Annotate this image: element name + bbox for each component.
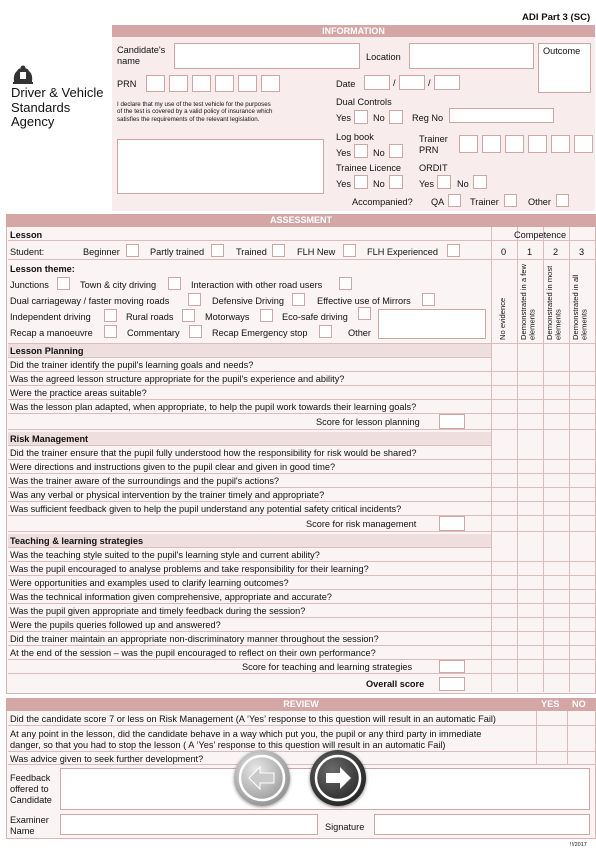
footer-version: !!/2017 [570,842,587,848]
teaching-heading: Teaching & learning strategies [10,536,144,546]
theme-defensive-checkbox[interactable] [292,293,305,306]
student-flh-new-label: FLH New [297,247,336,257]
examiner-name-field[interactable] [60,814,318,835]
date-separator: / [428,78,431,88]
student-partly-trained-label: Partly trained [150,247,205,257]
theme-independent-checkbox[interactable] [104,309,117,322]
prn-digit[interactable] [261,75,280,92]
score-row [8,516,595,532]
theme-interaction-checkbox[interactable] [339,277,352,290]
prn-digit[interactable] [146,75,165,92]
date-separator: / [393,78,396,88]
signature-field[interactable] [374,814,590,835]
trainer-prn-digit[interactable] [551,135,570,153]
declaration-signature-box[interactable] [117,139,324,194]
trainer-prn-digit[interactable] [528,135,547,153]
dual-controls-no-label: No [373,113,385,123]
question-text: Was the teaching style suited to the pupil's learning style and current ability? [10,550,320,560]
location-field[interactable] [409,43,534,69]
ordit-no-label: No [457,179,469,189]
trainer-prn-digit[interactable] [505,135,524,153]
competence-label-0: No evidence [498,297,507,340]
question-text: Were opportunities and examples used to clarify learning outcomes? [10,578,289,588]
score-teaching-field[interactable] [439,660,465,673]
score-risk-management-field[interactable] [439,516,465,531]
log-book-label: Log book [336,132,374,142]
question-text: Was the lesson plan adapted, when appropriate, to help the pupil work towards their learning goals? [10,402,417,412]
theme-town-city-label: Town & city driving [80,280,157,290]
date-month[interactable] [399,75,425,90]
date-year[interactable] [434,75,460,90]
theme-motorways-label: Motorways [205,312,250,322]
student-partly-trained-checkbox[interactable] [211,244,224,257]
student-beginner-label: Beginner [83,247,120,257]
accompanied-qa-checkbox[interactable] [448,194,461,207]
assessment-header: ASSESSMENT [6,214,596,227]
score-row [8,414,595,430]
lesson-heading: Lesson [10,230,43,240]
ordit-no-checkbox[interactable] [473,175,487,189]
overall-score-label: Overall score [366,679,425,689]
prn-label: PRN [117,79,137,89]
question-text: At the end of the session – was the pupil encouraged to reflect on their own performance? [10,648,376,658]
lesson-planning-heading: Lesson Planning [10,346,84,356]
location-label: Location [366,52,401,62]
arrow-left-icon [234,750,290,806]
trainee-licence-yes-label: Yes [336,179,351,189]
signature-label: Signature [325,822,365,832]
score-2: 2 [553,247,559,257]
question-text: Were directions and instructions given to the pupil clear and given in good time? [10,462,336,472]
trainee-licence-label: Trainee Licence [336,163,402,173]
score-lesson-planning-label: Score for lesson planning [316,417,420,427]
question-text: Was the pupil given appropriate and timely feedback during the session? [10,606,306,616]
accompanied-trainer-label: Trainer [470,197,499,207]
information-header: INFORMATION [112,25,595,37]
score-teaching-label: Score for teaching and learning strategies [242,662,413,672]
agency-name [11,86,103,130]
next-page-button[interactable] [310,750,366,806]
student-trained-checkbox[interactable] [272,244,285,257]
question-text: Was any verbal or physical intervention by the trainer timely and appropriate? [10,490,325,500]
dual-controls-no-checkbox[interactable] [389,110,403,124]
theme-mirrors-label: Effective use of Mirrors [317,296,411,306]
question-text: Was the technical information given comprehensive, appropriate and accurate? [10,592,332,602]
prn-digit[interactable] [215,75,234,92]
ordit-yes-label: Yes [419,179,434,189]
competence-label-3: Demonstrated in all elements [571,274,589,340]
theme-independent-label: Independent driving [10,312,91,322]
score-3: 3 [579,247,585,257]
theme-other-field[interactable] [378,309,486,339]
ordit-label: ORDIT [419,163,448,173]
score-risk-management-label: Score for risk management [306,519,417,529]
trainer-prn-label: Trainer PRN [419,134,448,155]
agency-line: Agency [11,114,55,129]
feedback-label: Feedback offered to Candidate [10,773,52,805]
theme-eco-safe-checkbox[interactable] [358,307,371,320]
document-reference: ADI Part 3 (SC) [522,12,591,23]
overall-score-field[interactable] [439,677,465,691]
student-flh-experienced-label: FLH Experienced [367,247,438,257]
theme-dual-carriageway-label: Dual carriageway / faster moving roads [10,296,170,306]
review-yes-heading: YES [541,699,560,709]
student-flh-new-checkbox[interactable] [343,244,356,257]
competence-label-1: Demonstrated in a few elements [519,264,537,340]
candidate-name-field[interactable] [174,43,360,69]
question-text: Were the practice areas suitable? [10,388,147,398]
score-1: 1 [527,247,533,257]
theme-other-label: Other [348,328,371,338]
score-lesson-planning-field[interactable] [439,414,465,429]
arrow-right-icon [310,750,366,806]
accompanied-label: Accompanied? [352,197,413,207]
theme-recap-manoeuvre-checkbox[interactable] [104,325,117,338]
log-book-yes-label: Yes [336,148,351,158]
log-book-no-checkbox[interactable] [389,144,403,158]
prn-digit[interactable] [192,75,211,92]
theme-rural-checkbox[interactable] [182,309,195,322]
theme-junctions-label: Junctions [10,280,49,290]
outcome-label: Outcome [543,46,581,56]
risk-management-heading: Risk Management [10,434,89,444]
accompanied-other-label: Other [528,197,551,207]
theme-defensive-label: Defensive Driving [212,296,284,306]
previous-page-button[interactable] [234,750,290,806]
question-text: Were the pupils queries followed up and answered? [10,620,221,630]
dual-controls-yes-checkbox[interactable] [354,110,368,124]
theme-emergency-stop-label: Recap Emergency stop [212,328,308,338]
dual-controls-yes-label: Yes [336,113,351,123]
date-day[interactable] [364,75,390,90]
question-text: Did the trainer identify the pupil's learning goals and needs? [10,360,254,370]
accompanied-trainer-checkbox[interactable] [504,194,517,207]
trainee-licence-no-label: No [373,179,385,189]
insurance-declaration: I declare that my use of the test vehicle for the purposes of the test is covered by a valid policy of insurance which satisfies the requirements of the relevant legislation. [117,101,273,123]
theme-commentary-checkbox[interactable] [189,325,202,338]
review-question-1: Did the candidate score 7 or less on Risk Management (A ‘Yes’ response to this question will result in an automatic Fail) [10,714,496,724]
prn-digit[interactable] [169,75,188,92]
trainer-prn-digit[interactable] [482,135,501,153]
review-question-3: Was advice given to seek further development? [10,754,204,764]
theme-rural-label: Rural roads [126,312,174,322]
agency-line: Standards [11,99,71,115]
question-text: Did the trainer ensure that the pupil fully understood how the responsibility for risk would be shared? [10,448,417,458]
theme-town-city-checkbox[interactable] [168,277,181,290]
question-text: Was sufficient feedback given to help the pupil understand any potential safety critical incidents? [10,504,402,514]
trainee-licence-yes-checkbox[interactable] [354,175,368,189]
candidate-name-label: Candidate's name [117,45,166,66]
lesson-header-row [8,228,595,241]
reg-no-label: Reg No [412,113,444,123]
trainer-prn-digit[interactable] [459,135,478,153]
student-label: Student: [10,247,45,257]
theme-motorways-checkbox[interactable] [260,309,273,322]
student-flh-experienced-checkbox[interactable] [447,244,460,257]
date-label: Date [336,79,356,89]
question-text: Was the pupil encouraged to analyse problems and take responsibility for their learning? [10,564,369,574]
theme-eco-safe-label: Eco-safe driving [282,312,348,322]
trainer-prn-digit[interactable] [574,135,593,153]
dual-controls-label: Dual Controls [336,97,392,107]
competence-heading: Competence [514,230,567,240]
theme-mirrors-checkbox[interactable] [422,293,435,306]
theme-junctions-checkbox[interactable] [57,277,70,290]
trainee-licence-no-checkbox[interactable] [389,175,403,189]
student-trained-label: Trained [236,247,267,257]
theme-recap-manoeuvre-label: Recap a manoeuvre [10,328,93,338]
question-text: Was the trainer aware of the surroundings and the pupil's actions? [10,476,280,486]
log-book-yes-checkbox[interactable] [354,144,368,158]
competence-label-2: Demonstrated in most elements [545,265,563,340]
prn-digit[interactable] [238,75,257,92]
log-book-no-label: No [373,148,385,158]
review-header: REVIEW [6,698,596,711]
review-question-2: At any point in the lesson, did the candidate behave in a way which put you, the pupil or any third party in immediate danger, so that you had to stop the lesson ( A ‘Yes’ response to this question will result in an automatic Fail) [10,729,482,750]
student-beginner-checkbox[interactable] [126,244,139,257]
question-text: Was the agreed lesson structure appropriate for the pupil's experience and ability? [10,374,345,384]
examiner-name-label: Examiner Name [10,815,49,836]
theme-interaction-label: Interaction with other road users [191,280,323,290]
theme-emergency-stop-checkbox[interactable] [319,325,332,338]
score-0: 0 [501,247,507,257]
theme-dual-carriageway-checkbox[interactable] [188,293,201,306]
review-no-heading: NO [572,699,586,709]
agency-line: Driver & Vehicle [11,85,104,100]
question-text: Did the trainer maintain an appropriate non-discriminatory manner throughout the session? [10,634,379,644]
reg-no-field[interactable] [449,108,554,123]
accompanied-other-checkbox[interactable] [556,194,569,207]
lesson-theme-heading: Lesson theme: [10,264,75,274]
accompanied-qa-label: QA [431,197,445,207]
ordit-yes-checkbox[interactable] [437,175,451,189]
theme-commentary-label: Commentary [127,328,180,338]
